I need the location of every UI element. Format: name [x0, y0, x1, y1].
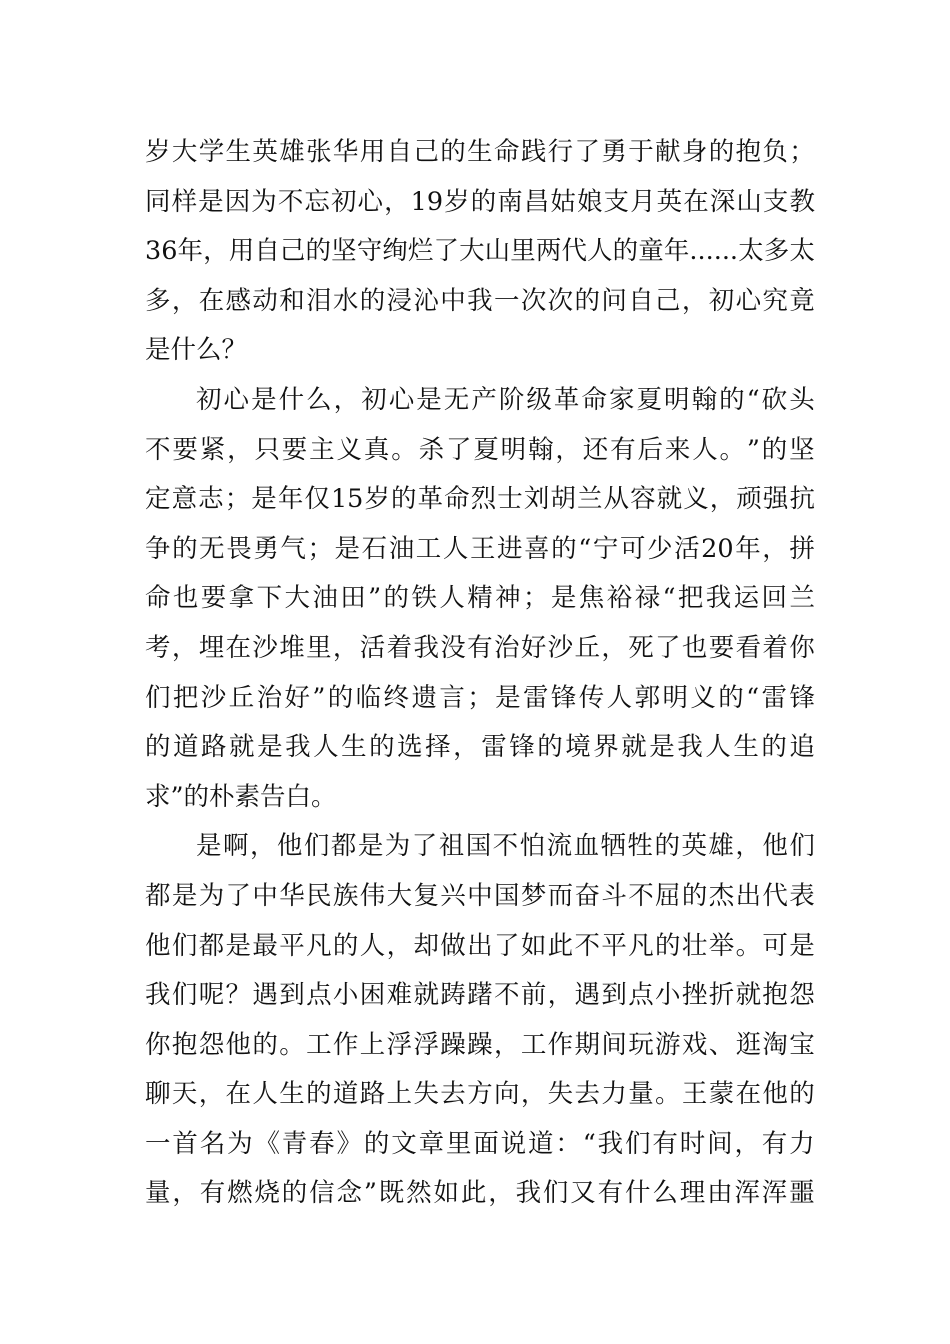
text-line: 的 道 路 就 是 我 人 生 的 选 择 ， 雷 锋 的 境 界 就 是 我 人 生 的 追 — [145, 732, 815, 763]
text-line: 同 样 是 因 为 不 忘 初 心 ， 19 岁 的 南 昌 姑 娘 支 月 英 在 深 山 支 教 — [145, 186, 815, 217]
text-line: 争 的 无 畏 勇 气 ； 是 石 油 工 人 王 进 喜 的 “ 宁 可 少 活 20 年 ， 拼 — [145, 533, 815, 564]
paragraph-first-line: 初 心 是 什 么 ， 初 心 是 无 产 阶 级 革 命 家 夏 明 翰 的 “ 砍 头 — [196, 384, 815, 415]
paragraph-first-line: 是 啊 ， 他 们 都 是 为 了 祖 国 不 怕 流 血 牺 牲 的 英 雄 ， 他 们 — [196, 831, 815, 862]
text-line: 我 们 呢 ？ 遇 到 点 小 困 难 就 踌 躇 不 前 ， 遇 到 点 小 挫 折 就 抱 怨 — [145, 980, 815, 1011]
text-line: 聊 天 ， 在 人 生 的 道 路 上 失 去 方 向 ， 失 去 力 量 。 王 蒙 在 他 的 — [145, 1079, 815, 1110]
text-line: 都 是 为 了 中 华 民 族 伟 大 复 兴 中 国 梦 而 奋 斗 不 屈 的 杰 出 代 表 — [145, 880, 815, 911]
text-line: 量 ， 有 燃 烧 的 信 念 ” 既 然 如 此 ， 我 们 又 有 什 么 理 由 浑 浑 噩 — [145, 1178, 815, 1209]
text-line: 多 ， 在 感 动 和 泪 水 的 浸 沁 中 我 一 次 次 的 问 自 己 ， 初 心 究 竟 — [145, 285, 815, 316]
text-line: 36 年 ， 用 自 己 的 坚 守 绚 烂 了 大 山 里 两 代 人 的 童 年 ...... 太 多 太 — [145, 236, 815, 267]
text-line: 们 把 沙 丘 治 好 ” 的 临 终 遗 言 ； 是 雷 锋 传 人 郭 明 义 的 “ 雷 锋 — [145, 682, 815, 713]
text-line: 岁 大 学 生 英 雄 张 华 用 自 己 的 生 命 践 行 了 勇 于 献 身 的 抱 负 ； — [145, 137, 815, 167]
text-line: 他 们 都 是 最 平 凡 的 人 ， 却 做 出 了 如 此 不 平 凡 的 壮 举 。 可 是 — [145, 930, 815, 961]
text-line: 考 ， 埋 在 沙 堆 里 ， 活 着 我 没 有 治 好 沙 丘 ， 死 了 也 要 看 着 你 — [145, 632, 815, 663]
text-line: 你 抱 怨 他 的 。 工 作 上 浮 浮 躁 躁 ， 工 作 期 间 玩 游 戏 、 逛 淘 宝 — [145, 1029, 815, 1060]
text-line: 一 首 名 为 《 青 春 》 的 文 章 里 面 说 道 ： “ 我 们 有 时 间 ， 有 力 — [145, 1128, 815, 1159]
text-line: 是什么？ — [145, 335, 248, 366]
text-line: 不 要 紧 ， 只 要 主 义 真 。 杀 了 夏 明 翰 ， 还 有 后 来 人 。 ” 的 坚 — [145, 434, 815, 465]
body-text — [145, 128, 815, 1219]
text-line: 定 意 志 ； 是 年 仅 15 岁 的 革 命 烈 士 刘 胡 兰 从 容 就 义 ， 顽 强 抗 — [145, 484, 815, 515]
text-line: 求”的朴素告白。 — [145, 781, 337, 812]
text-line: 命 也 要 拿 下 大 油 田 ” 的 铁 人 精 神 ； 是 焦 裕 禄 “ 把 我 运 回 兰 — [145, 583, 815, 614]
